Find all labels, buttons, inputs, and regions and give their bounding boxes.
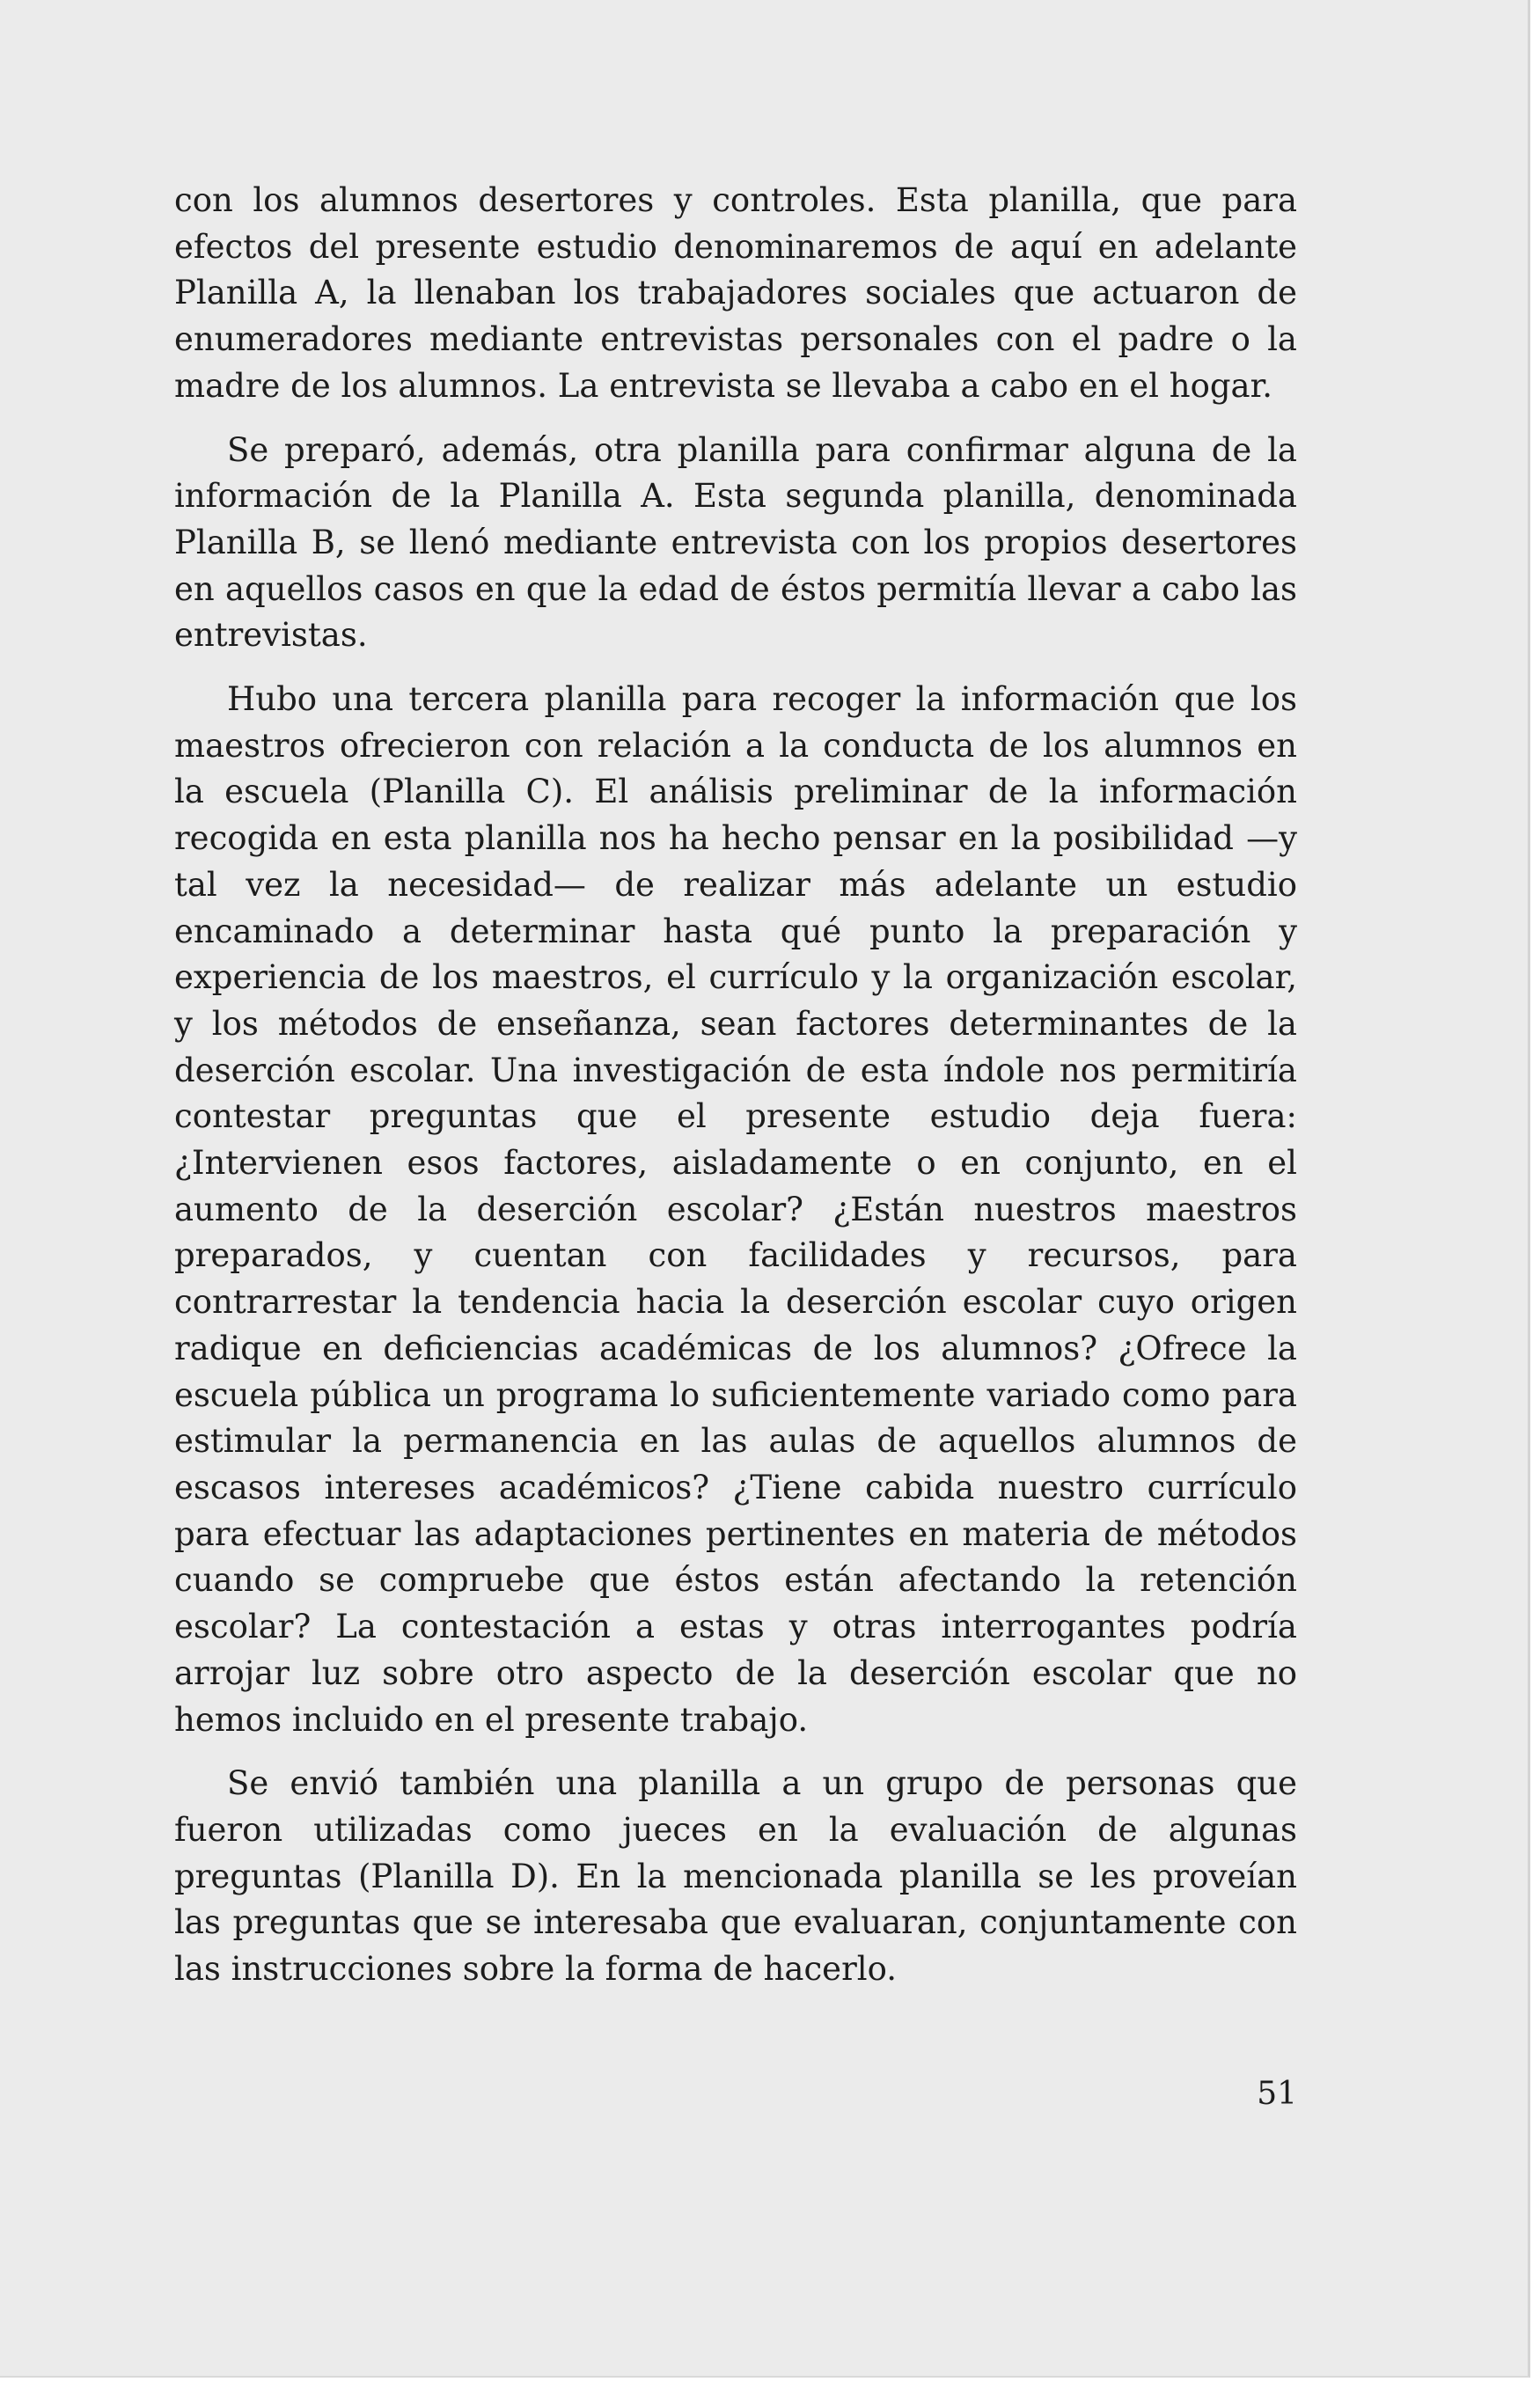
paragraph-2: Se preparó, además, otra planilla para confirmar alguna de la información de la Planilla A. Esta segunda planilla, denominada Planilla B, se llenó mediante entrevista con los propios desertores en aquellos casos en que la edad de éstos permitía llevar a cabo las entrevistas. xyxy=(174,430,1297,655)
paragraph-1: con los alumnos desertores y controles. Esta planilla, que para efectos del presente estudio denominaremos de aquí en adelante Planilla A, la llenaban los trabajadores sociales que actuaron de enumeradores mediante entrevistas personales con el padre o la madre de los alumnos. La entrevista se llevaba a cabo en el hogar. xyxy=(174,181,1297,405)
paragraph-4: Se envió también una planilla a un grupo de personas que fueron utilizadas como jueces en la evaluación de algunas preguntas (Planilla D). En la mencionada planilla se les proveían las preguntas que se interesaba que evaluaran, conjuntamente con las instrucciones sobre la forma de hacerlo. xyxy=(174,1764,1297,1989)
page-number: 51 xyxy=(1257,2076,1297,2112)
paragraph-3: Hubo una tercera planilla para recoger la información que los maestros ofrecieron con relación a la conducta de los alumnos en la escuela (Planilla C). El análisis preliminar de la información recogida en esta planilla nos ha hecho pensar en la posibilidad —y tal vez la necesidad— de realizar más adelante un estudio encaminado a determinar hasta qué punto la preparación y experiencia de los maestros, el currículo y la organización escolar, y los métodos de enseñanza, sean factores determinantes de la deserción escolar. Una investigación de esta índole nos permitiría contestar preguntas que el presente estudio deja fuera: ¿Intervienen esos factores, aisladamente o en conjunto, en el aumento de la deserción escolar? ¿Están nuestros maestros preparados, y cuentan con facilidades y recursos, para contrarrestar la tendencia hacia la deserción escolar cuyo origen radique en deficiencias académicas de los alumnos? ¿Ofrece la escuela pública un programa lo suficientemente variado como para estimular la permanencia en las aulas de aquellos alumnos de escasos intereses académicos? ¿Tiene cabida nuestro currículo para efectuar las adaptaciones pertinentes en materia de métodos cuando se compruebe que éstos están afectando la retención escolar? La contestación a estas y otras interrogantes podría arrojar luz sobre otro aspecto de la deserción escolar que no hemos incluido en el presente trabajo. xyxy=(174,680,1297,1739)
body-text xyxy=(174,178,1297,2011)
